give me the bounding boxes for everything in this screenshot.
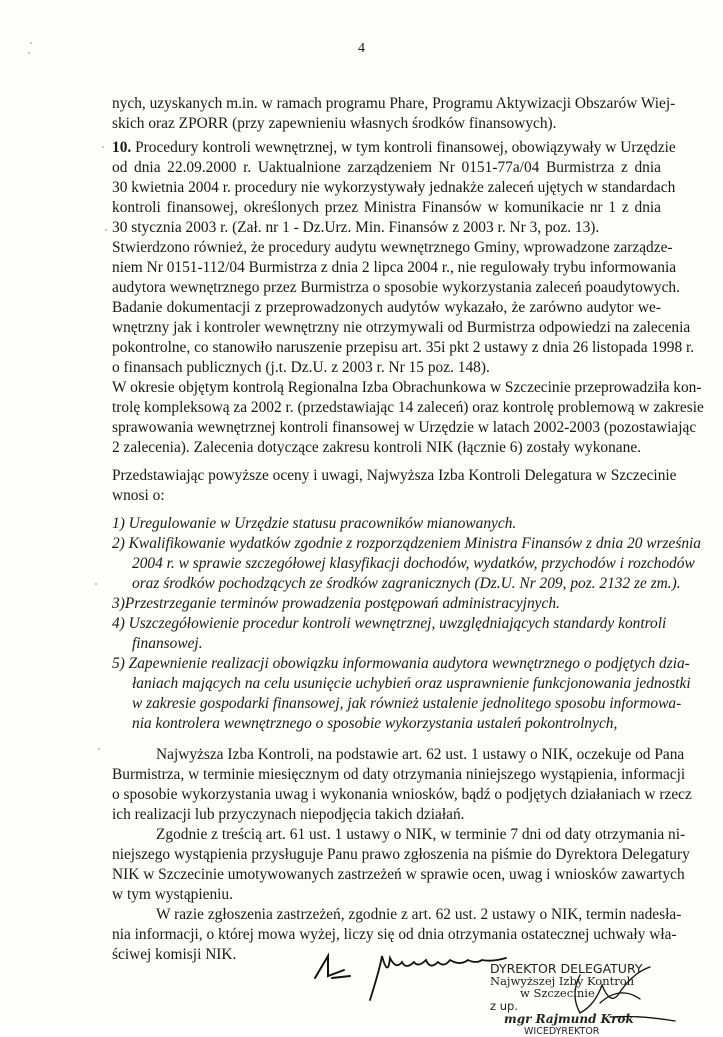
motion-item-2-cont: oraz środków pochodzących ze środków zagranicznych (Dz.U. Nr 209, poz. 2132 ze zm.). bbox=[132, 575, 681, 592]
text-line: skich oraz ZPORR (przy zapewnieniu własnych środków finansowych). bbox=[112, 115, 557, 132]
text-line: Najwyższa Izba Kontroli, na podstawie art. 62 ust. 1 ustawy o NIK, oczekuje od Pana bbox=[156, 746, 685, 763]
stamp-city: w Szczecinie bbox=[520, 986, 595, 1000]
motion-item-5-cont: nia kontrolera wewnętrznego o sposobie wykorzystania ustaleń pokontrolnych, bbox=[132, 715, 618, 732]
motion-item-4-cont: finansowej. bbox=[132, 635, 203, 652]
page-number: 4 bbox=[358, 41, 365, 56]
text-line: niem Nr 0151-112/04 Burmistrza z dnia 2 lipca 2004 r., nie regulowały trybu informowania bbox=[112, 259, 677, 276]
motion-item-4: 4) Uszczegółowienie procedur kontroli wewnętrznej, uwzględniających standardy kontroli bbox=[112, 615, 667, 632]
text-line: 30 kwietnia 2004 r. procedury nie wykorzystywały jednakże zaleceń ujętych w standardach bbox=[112, 179, 676, 196]
text-line: wnosi o: bbox=[112, 487, 165, 504]
text-line: W okresie objętym kontrolą Regionalna Izba Obrachunkowa w Szczecinie przeprowadziła kon- bbox=[112, 379, 702, 396]
motion-item-1: 1) Uregulowanie w Urzędzie statusu pracowników mianowanych. bbox=[112, 515, 517, 532]
text-line: audytora wewnętrznego przez Burmistrza o sposobie wykorzystania zaleceń poaudytowych. bbox=[112, 279, 680, 296]
text-line: o finansach publicznych (j.t. Dz.U. z 2003 r. Nr 15 poz. 148). bbox=[112, 359, 490, 376]
text-line: wnętrzny jak i kontroler wewnętrzny nie otrzymywali od Burmistrza odpowiedzi na zalecenia bbox=[112, 319, 691, 336]
text-line: W razie zgłoszenia zastrzeżeń, zgodnie z art. 62 ust. 2 ustawy o NIK, termin nadesła- bbox=[156, 906, 682, 923]
text-line: Badanie dokumentacji z przeprowadzonych audytów wykazało, że zarówno audytor we- bbox=[112, 299, 661, 316]
motion-item-5-cont: w zakresie gospodarki finansowej, jak również ustalenie jednolitego sposobu informowa- bbox=[132, 695, 682, 712]
text-line: Burmistrza, w terminie miesięcznym od daty otrzymania niniejszego wystąpienia, informacji bbox=[112, 766, 686, 783]
text-line: niejszego wystąpienia przysługuje Panu prawo zgłoszenia na piśmie do Dyrektora Delegatury bbox=[112, 846, 690, 863]
text-line: o sposobie wykorzystania uwag i wykonania wniosków, bądź o podjętych działaniach w rzecz bbox=[112, 786, 692, 803]
motion-item-5: 5) Zapewnienie realizacji obowiązku informowania audytora wewnętrznego o podjętych dzia- bbox=[112, 655, 690, 672]
scan-speck bbox=[98, 748, 100, 750]
stamp-title: DYREKTOR DELEGATURY bbox=[490, 961, 643, 976]
section-10-first-line bbox=[112, 138, 676, 158]
text-line: nia informacji, o której mowa wyżej, liczy się od dnia otrzymania ostatecznej uchwały wła- bbox=[112, 926, 677, 943]
motion-item-2: 2) Kwalifikowanie wydatków zgodnie z rozporządzeniem Ministra Finansów z dnia 20 września bbox=[112, 535, 701, 552]
text-line: kontroli finansowej, określonych przez Ministra Finansów w komunikacie nr 1 z dnia bbox=[112, 199, 661, 216]
text-line: nych, uzyskanych m.in. w ramach programu Phare, Programu Aktywizacji Obszarów Wiej- bbox=[112, 95, 676, 112]
scan-speck bbox=[30, 42, 32, 44]
scan-speck bbox=[105, 229, 107, 231]
motion-item-2-cont: 2004 r. w sprawie szczegółowej klasyfikacji dochodów, wydatków, przychodów i rozchodów bbox=[132, 555, 695, 572]
text-line: Przedstawiając powyższe oceny i uwagi, Najwyższa Izba Kontroli Delegatura w Szczecinie bbox=[112, 467, 677, 484]
text-line: pokontrolne, co stanowiło naruszenie przepisu art. 35i pkt 2 ustawy z dnia 26 listopada 1998 r. bbox=[112, 339, 695, 356]
stamp-on-behalf: z up. bbox=[490, 999, 518, 1013]
stamp-signatory-name: mgr Rajmund Krok bbox=[504, 1012, 634, 1026]
text-line: 2 zalecenia). Zalecenia dotyczące zakresu kontroli NIK (łącznie 6) zostały wykonane. bbox=[112, 439, 642, 456]
section-number: 10. bbox=[112, 139, 132, 156]
text-line: w tym wystąpieniu. bbox=[112, 886, 233, 903]
scan-speck bbox=[95, 583, 97, 585]
text-line: Zgodnie z treścią art. 61 ust. 1 ustawy o NIK, w terminie 7 dni od daty otrzymania ni- bbox=[156, 826, 686, 843]
motion-item-5-cont: łaniach mających na celu usunięcie uchybień oraz usprawnienie funkcjonowania jednostki bbox=[132, 675, 691, 692]
text-line: sprawowania wewnętrznej kontroli finansowej w Urzędzie w latach 2002-2003 (pozostawiając bbox=[112, 419, 697, 436]
text-line: od dnia 22.09.2000 r. Uaktualnione zarządzeniem Nr 0151-77a/04 Burmistrza z dnia bbox=[112, 159, 661, 176]
text-line: NIK w Szczecinie umotywowanych zastrzeżeń w sprawie ocen, uwag i wniosków zawartych bbox=[112, 866, 685, 883]
motion-item-3: 3)Przestrzeganie terminów prowadzenia postępowań administracyjnych. bbox=[112, 595, 560, 612]
stamp-institution: Najwyższej Izby Kontroli bbox=[490, 974, 634, 988]
signature-scribble bbox=[540, 965, 680, 1025]
scan-speck bbox=[102, 146, 104, 148]
text-line: Stwierdzono również, że procedury audytu wewnętrznego Gminy, wprowadzone zarządze- bbox=[112, 239, 673, 256]
scan-speck bbox=[28, 52, 30, 54]
text-line: trolę kompleksową za 2002 r. (przedstawiając 14 zaleceń) oraz kontrolę problemową w zakresie bbox=[112, 399, 704, 416]
text-line: ich realizacji lub przyczynach niepodjęcia takich działań. bbox=[112, 806, 465, 823]
stamp-signatory-title: WICEDYREKTOR bbox=[524, 1026, 600, 1037]
text-line: ściwej komisji NIK. bbox=[112, 946, 237, 963]
text-line: 30 stycznia 2003 r. (Zał. nr 1 - Dz.Urz. Min. Finansów z 2003 r. Nr 3, poz. 13). bbox=[112, 219, 600, 236]
text-span: Procedury kontroli wewnętrznej, w tym kontroli finansowej, obowiązywały w Urzędzie bbox=[131, 139, 676, 156]
